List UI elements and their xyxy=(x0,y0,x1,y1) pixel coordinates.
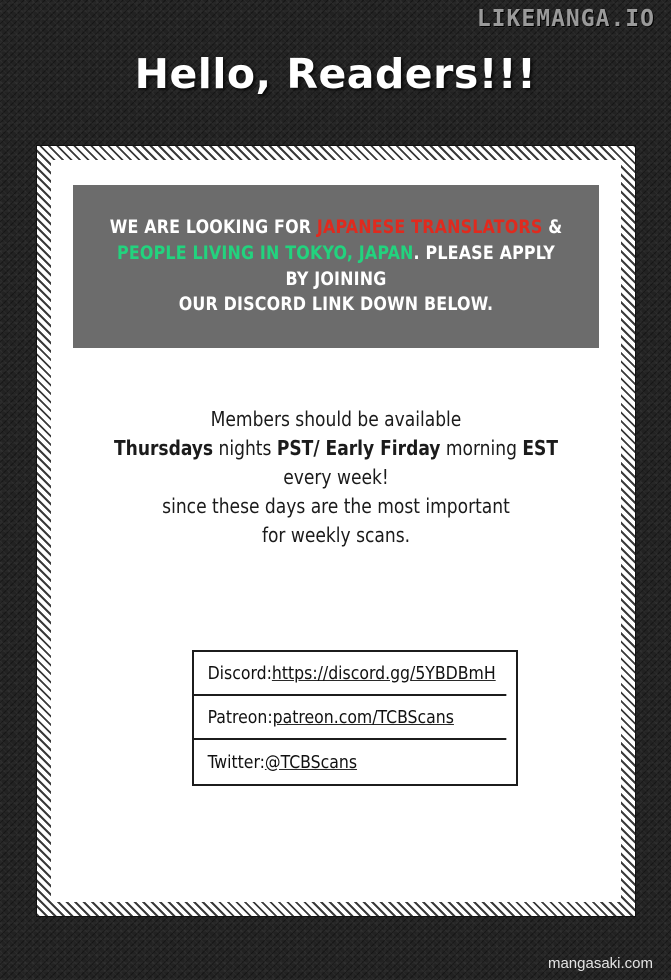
banner-line1-post: & xyxy=(542,216,563,239)
availability-text xyxy=(65,405,607,550)
site-watermark-top: LIKEMANGA.IO xyxy=(476,6,655,32)
site-watermark-bottom: mangasaki.com xyxy=(547,955,653,972)
availability-line2-b: nights xyxy=(213,436,277,460)
banner-highlight-translators: JAPANESE TRANSLATORS xyxy=(316,216,543,239)
twitter-link[interactable]: @TCBScans xyxy=(264,751,358,773)
twitter-label: Twitter: xyxy=(207,751,265,773)
table-row[interactable] xyxy=(194,652,506,696)
page-title: Hello, Readers!!! xyxy=(134,50,537,98)
hatched-frame xyxy=(36,145,636,917)
discord-label: Discord: xyxy=(207,662,272,684)
availability-line-1: Members should be available xyxy=(210,407,462,431)
availability-timezone-est: EST xyxy=(522,436,559,460)
table-row[interactable] xyxy=(194,696,506,740)
availability-line-2 xyxy=(65,434,607,463)
availability-line-4: since these days are the most important xyxy=(162,494,510,518)
patreon-label: Patreon: xyxy=(207,706,273,728)
table-row[interactable] xyxy=(194,740,506,784)
recruitment-banner xyxy=(73,185,599,348)
discord-link[interactable]: https://discord.gg/5YBDBmH xyxy=(271,662,496,684)
patreon-link[interactable]: patreon.com/TCBScans xyxy=(272,706,454,728)
contact-links-table xyxy=(192,650,518,786)
availability-timezone-pst: PST/ Early Firday xyxy=(276,436,441,460)
availability-line2-d: morning xyxy=(440,436,523,460)
announcement-sheet xyxy=(51,160,621,902)
banner-highlight-tokyo: PEOPLE LIVING IN TOKYO, JAPAN xyxy=(116,241,414,264)
banner-line3: OUR DISCORD LINK DOWN BELOW. xyxy=(178,293,494,316)
banner-line2-post: . PLEASE APPLY BY JOINING xyxy=(285,241,556,290)
banner-line1-pre: WE ARE LOOKING FOR xyxy=(109,216,317,239)
recruitment-banner-text xyxy=(91,215,580,318)
availability-line-3: every week! xyxy=(283,465,389,489)
availability-day-thursday: Thursdays xyxy=(113,436,214,460)
availability-line-5: for weekly scans. xyxy=(261,523,411,547)
